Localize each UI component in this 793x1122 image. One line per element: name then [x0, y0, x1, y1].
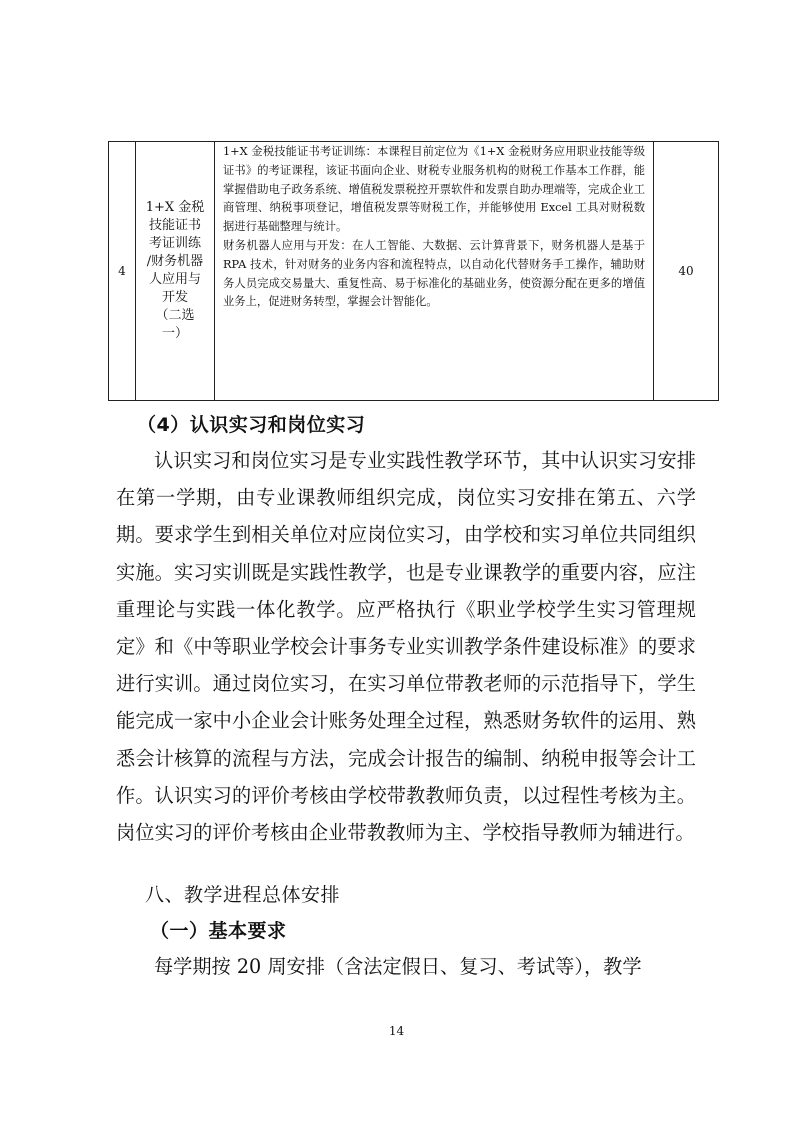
table-row	[109, 142, 719, 401]
section-heading-internship: （4）认识实习和岗位实习	[137, 414, 366, 436]
course-name-line: 开发	[161, 290, 188, 305]
chapter-heading-schedule: 八、教学进程总体安排	[145, 884, 341, 906]
course-table	[108, 141, 719, 401]
course-description-cell	[215, 142, 654, 401]
page-number: 14	[388, 1024, 405, 1038]
course-name-line: /财务机器	[146, 254, 204, 269]
course-hours: 40	[654, 142, 719, 401]
course-name-line: 一）	[161, 326, 188, 341]
course-name-line: 人应用与	[148, 272, 201, 287]
row-number: 4	[109, 142, 136, 401]
course-description-2: 财务机器人应用与开发：在人工智能、大数据、云计算背景下，财务机器人是基于 RPA 技术，针对财务的业务内容和流程特点，以自动化代替财务手工操作，辅助财务人员完成交易量大、重复性高、易于标准化的基础业务，使资源分配在更多的增值业务上，促进财务转型，掌握会计智能化。	[223, 238, 645, 309]
internship-paragraph: 认识实习和岗位实习是专业实践性教学环节，其中认识实习安排在第一学期，由专业课教师组织完成，岗位实习安排在第五、六学期。要求学生到相关单位对应岗位实习，由学校和实习单位共同组织实施。实习实训既是实践性教学，也是专业课教学的重要内容，应注重理论与实践一体化教学。应严格执行《职业学校学生实习管理规定》和《中等职业学校会计事务专业实训教学条件建设标准》的要求进行实训。通过岗位实习，在实习单位带教老师的示范指导下，学生能完成一家中小企业会计账务处理全过程，熟悉财务软件的运用、熟悉会计核算的流程与方法，完成会计报告的编制、纳税申报等会计工作。认识实习的评价考核由学校带教教师负责，以过程性考核为主。岗位实习的评价考核由企业带教教师为主、学校指导教师为辅进行。	[116, 449, 696, 845]
course-name-line: 1+X 金税	[145, 200, 205, 215]
sub-heading-basic-requirements: （一）基本要求	[150, 920, 287, 942]
basic-requirements-paragraph: 每学期按 20 周安排（含法定假日、复习、考试等），教学	[154, 955, 642, 978]
course-name-line: 考证训练	[148, 236, 201, 251]
course-name-cell	[136, 142, 215, 401]
course-name-line: 技能证书	[148, 218, 201, 233]
course-description-1: 1+X 金税技能证书考证训练：本课程目前定位为《1+X 金税财务应用职业技能等级证书》的考证课程，该证书面向企业、财税专业服务机构的财税工作基本工作群，能掌握借助电子政务系统、增值税发票税控开票软件和发票自助办理端等，完成企业工商管理、纳税事项登记，增值税发票等财税工作，并能够使用 Excel 工具对财税数据进行基础整理与统计。	[223, 145, 645, 234]
course-name-line: （二选	[155, 308, 195, 323]
